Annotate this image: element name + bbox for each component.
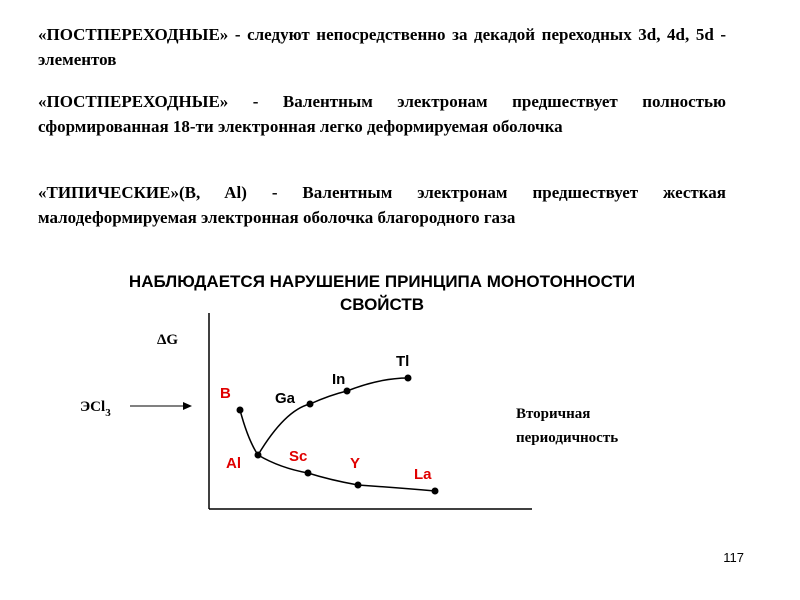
point-al — [255, 452, 262, 459]
label-ga: Ga — [275, 390, 296, 407]
paragraph-typical-shell: «ТИПИЧЕСКИЕ»(B, Al) - Валентным электронам предшествует жесткая малодеформируемая электронная оболочка благородного газа — [38, 183, 726, 227]
point-ga — [307, 401, 314, 408]
compound-label-base: ЭCl — [80, 399, 106, 415]
point-tl — [405, 375, 412, 382]
conclusion-heading-line2: СВОЙСТВ — [339, 295, 425, 314]
label-sc: Sc — [289, 448, 308, 465]
paragraph-postransition-definition: «ПОСТПЕРЕХОДНЫЕ» - следуют непосредственно за декадой переходных 3d, 4d, 5d - элементов — [38, 25, 726, 69]
label-tl: Tl — [396, 353, 410, 370]
point-sc — [305, 470, 312, 477]
conclusion-heading-line1: НАБЛЮДАЕТСЯ НАРУШЕНИЕ ПРИНЦИПА МОНОТОННОСТИ — [128, 272, 636, 291]
compound-label — [80, 399, 111, 419]
compound-label-subscript: 3 — [105, 407, 111, 419]
point-la — [432, 488, 439, 495]
secondary-periodicity-line1: Вторичная — [516, 406, 591, 422]
point-in — [344, 388, 351, 395]
page-number: 117 — [723, 550, 744, 565]
label-y: Y — [350, 455, 361, 472]
point-y — [355, 482, 362, 489]
label-in: In — [332, 371, 346, 388]
label-la: La — [414, 466, 432, 483]
curve-al-sc-y-la — [258, 455, 435, 491]
secondary-periodicity-line2: периодичность — [516, 430, 619, 446]
label-b: B — [220, 385, 231, 402]
label-al: Al — [226, 455, 241, 472]
paragraph-postransition-shell: «ПОСТПЕРЕХОДНЫЕ» - Валентным электронам предшествует полностью сформированная 18-ти электронная легко деформируемая оболочка — [38, 92, 726, 136]
point-b — [237, 407, 244, 414]
delta-g-label: ΔG — [157, 332, 179, 348]
arrow-head — [183, 402, 192, 410]
curve-b-al-ga-in-tl — [240, 378, 408, 455]
